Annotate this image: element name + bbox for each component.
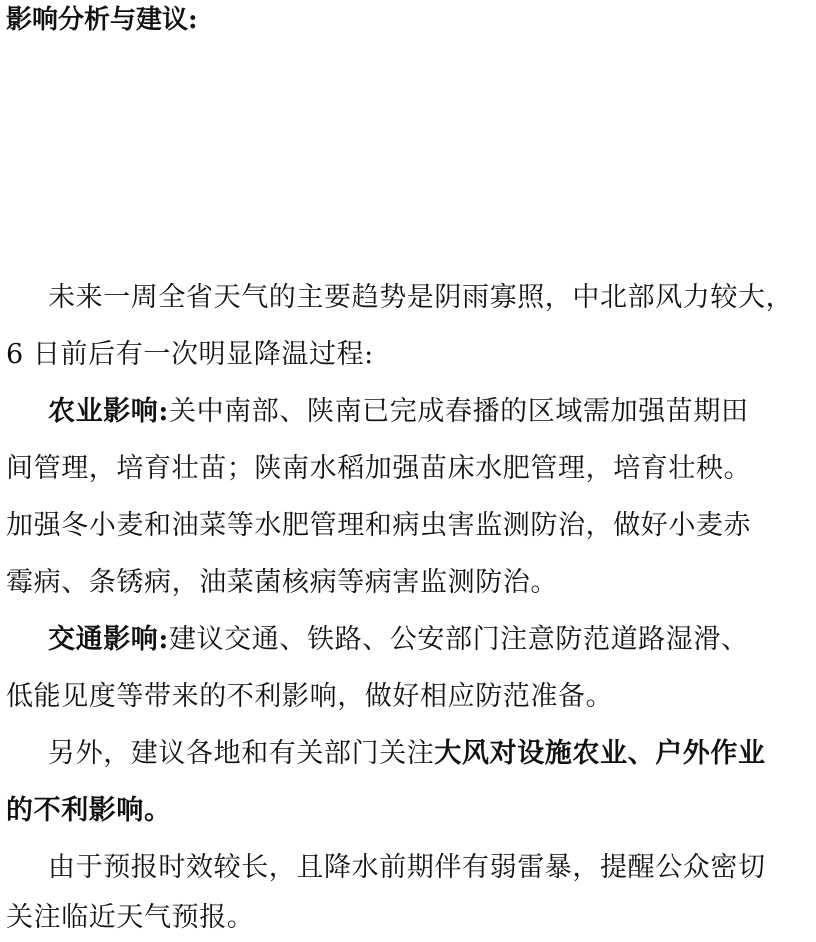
section-heading: 影响分析与建议:	[6, 5, 198, 35]
intro-line-1: 未来一周全省天气的主要趋势是阴雨寡照，中北部风力较大，	[48, 282, 794, 313]
traffic-label: 交通影响:	[48, 624, 169, 655]
agriculture-label: 农业影响:	[48, 396, 169, 427]
traffic-line-2: 低能见度等带来的不利影响，做好相应防范准备。	[6, 681, 614, 712]
traffic-line-1	[48, 622, 749, 658]
agriculture-line-1	[48, 394, 749, 430]
intro-line-2: 6 日前后有一次明显降温过程:	[6, 339, 374, 370]
other-line-1	[48, 736, 766, 772]
agriculture-line-3: 加强冬小麦和油菜等水肥管理和病虫害监测防治，做好小麦赤	[6, 510, 752, 541]
agriculture-text-1: 关中南部、陕南已完成春播的区域需加强苗期田	[168, 396, 749, 427]
agriculture-line-2: 间管理，培育壮苗；陕南水稻加强苗床水肥管理，培育壮秧。	[6, 453, 752, 484]
traffic-text-1: 建议交通、铁路、公安部门注意防范道路湿滑、	[168, 624, 749, 655]
reminder-line-1: 由于预报时效较长，且降水前期伴有弱雷暴，提醒公众密切	[48, 852, 766, 883]
reminder-line-2: 关注临近天气预报。	[6, 902, 255, 933]
other-prefix: 另外，建议各地和有关部门关注	[48, 738, 435, 769]
other-line-2: 的不利影响。	[6, 795, 172, 826]
agriculture-line-4: 霉病、条锈病，油菜菌核病等病害监测防治。	[6, 567, 558, 598]
other-emphasis-1: 大风对设施农业、户外作业	[434, 738, 766, 769]
